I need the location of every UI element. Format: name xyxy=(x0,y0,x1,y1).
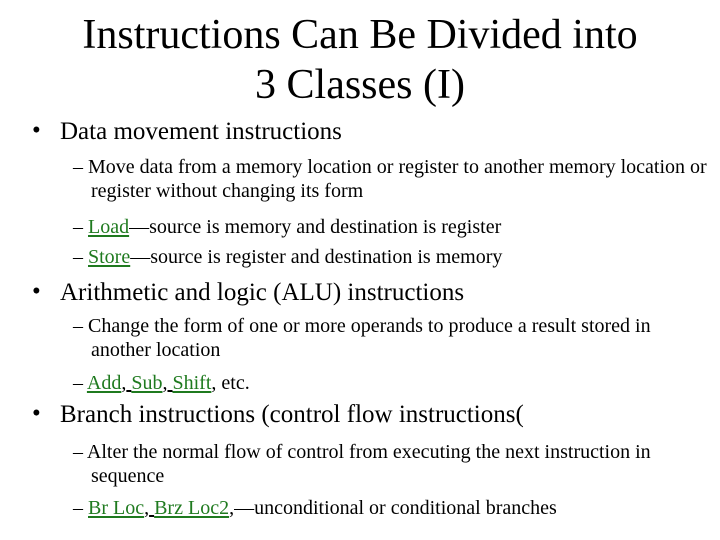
dash-icon: – xyxy=(73,156,83,178)
dash-icon: – xyxy=(73,246,83,268)
sub-item-text: , etc. xyxy=(211,372,250,394)
sub-item-text: —source is register and destination is memory xyxy=(130,246,503,268)
sub-item-text: Alter the normal flow of control from executing the next instruction in sequence xyxy=(86,441,651,487)
dash-icon: – xyxy=(73,315,83,337)
keyword-shift: Shift xyxy=(172,372,212,394)
bullet-icon: • xyxy=(32,400,41,427)
slide-title-line-1: Instructions Can Be Divided into xyxy=(82,12,638,58)
bullet-icon: • xyxy=(32,278,41,305)
slide-title xyxy=(0,10,720,110)
sub-item-load xyxy=(73,215,708,239)
bullet-alu xyxy=(32,278,712,308)
separator: , xyxy=(162,372,168,394)
bullet-data-movement xyxy=(32,117,712,147)
keyword-add: Add xyxy=(86,372,122,394)
sub-item-change-form xyxy=(73,314,708,362)
bullet-icon: • xyxy=(32,117,41,144)
sub-item-add-sub-shift xyxy=(73,371,708,395)
sub-item-text: —source is memory and destination is register xyxy=(129,216,502,238)
keyword-brz-loc2: Brz Loc2 xyxy=(154,497,230,519)
separator: , xyxy=(144,497,150,519)
slide-title-line-2: 3 Classes (I) xyxy=(255,62,465,108)
bullet-branch xyxy=(32,400,712,430)
bullet-heading: Branch instructions (control flow instructions( xyxy=(60,401,524,428)
dash-icon: – xyxy=(73,216,83,238)
separator: , xyxy=(121,372,127,394)
sub-item-move-data xyxy=(73,155,708,203)
dash-icon: – xyxy=(73,497,83,519)
bullet-heading: Arithmetic and logic (ALU) instructions xyxy=(60,279,465,306)
sub-item-text: ,—unconditional or conditional branches xyxy=(229,497,557,519)
sub-item-alter-flow xyxy=(73,440,708,488)
keyword-load: Load xyxy=(88,216,130,238)
dash-icon: – xyxy=(73,441,83,463)
keyword-br-loc: Br Loc xyxy=(88,497,145,519)
bullet-heading: Data movement instructions xyxy=(60,118,342,145)
sub-item-store xyxy=(73,245,708,269)
keyword-store: Store xyxy=(88,246,131,268)
dash-icon: – xyxy=(73,372,83,394)
keyword-sub: Sub xyxy=(131,372,163,394)
sub-item-text: Move data from a memory location or register to another memory location or register without changing its form xyxy=(88,156,707,202)
sub-item-br-loc xyxy=(73,496,708,520)
sub-item-text: Change the form of one or more operands to produce a result stored in another location xyxy=(88,315,651,361)
